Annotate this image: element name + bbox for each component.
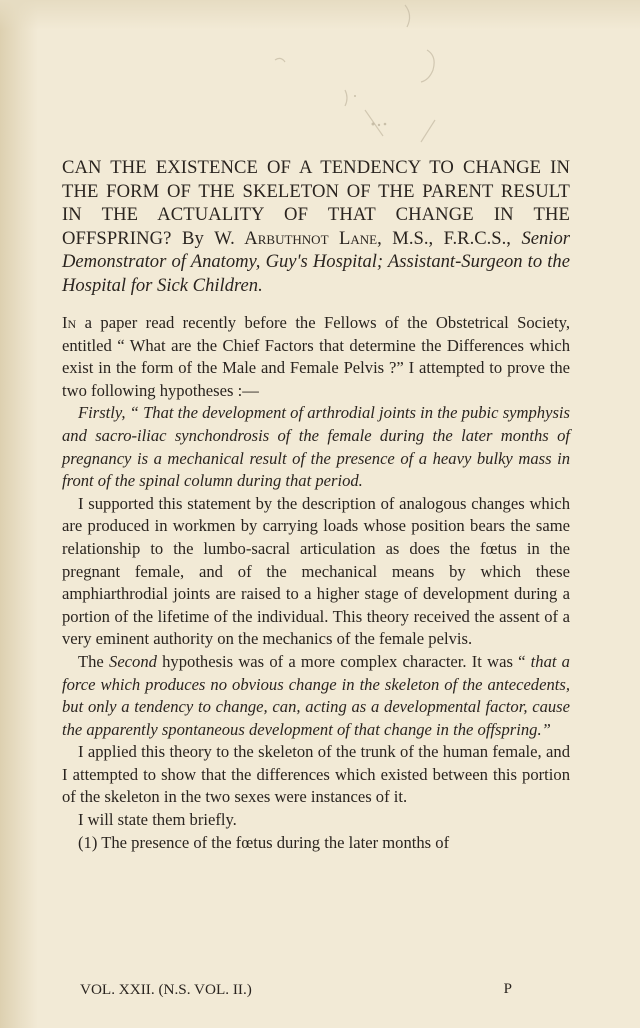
author-affiliation: Senior Demonstrator of Anatomy, Guy's Hospital; Assistant-Surgeon to the Hospital for Sick Children. [62, 227, 570, 296]
second-hypothesis-quote: that a force which produces no obvious change in the skeleton of the antecedents, but only a tendency to change, can, acting as a developmental factor, cause the apparently spontaneous development of that change in the offspring.” [62, 651, 570, 739]
article-title-block [62, 156, 570, 297]
author-name: W. Arbuthnot Lane, M.S., F.R.C.S., [214, 227, 511, 249]
drop-word: In [62, 313, 77, 332]
signature-mark: P [503, 981, 512, 997]
firstly-label: Firstly, [78, 403, 126, 423]
paragraph-support: I supported this statement by the description of analogous changes which are produced in workmen by carrying loads whose position bears the same relationship to the lumbo-sacral articulation as does the fœtus in the pregnant female, and of the mechanical means by which these amphiarthrodial joints are raised to a higher stage of development during a portion of the lifetime of the individual. This theory received the assent of a very eminent authority on the mechanics of the female pelvis. [62, 493, 570, 649]
paragraph-briefly: I will state them briefly. [78, 810, 237, 830]
article-body [62, 312, 570, 854]
second-label: Second [109, 651, 157, 671]
ink-offset-stain [255, 0, 465, 150]
second-mid: hypothesis was of a more complex character. It was “ [156, 651, 526, 671]
paragraph-intro [62, 312, 570, 402]
paragraph-first-hypothesis [62, 402, 570, 492]
article-title: CAN THE EXISTENCE OF A TENDENCY TO CHANGE IN THE FORM OF THE SKELETON OF THE PARENT RESULT IN THE ACTUALITY OF THAT CHANGE IN THE OFFSPRING? [62, 157, 570, 249]
first-hypothesis-quote: “ That the development of arthrodial joints in the pubic symphysis and sacro-iliac synchondrosis of the female during the later months of pregnancy is a mechanical result of the presence of a heavy bulky mass in front of the spinal column during that period. [62, 403, 570, 491]
page-footer [80, 981, 512, 999]
second-pre: The [78, 651, 104, 671]
paragraph-application: I applied this theory to the skeleton of the trunk of the human female, and I attempted to show that the differences which existed between this portion of the skeleton in the two sexes were instances of it. [62, 742, 570, 807]
paragraph-second-hypothesis [62, 651, 570, 741]
page-edge-shading [0, 0, 38, 1028]
paragraph-intro-text: a paper read recently before the Fellows of the Obstetrical Society, entitled “ What are the Chief Factors that determine the Differences which exist in the form of the Male and Female Pelvis ?” I attempted to prove the two following hypotheses :— [62, 313, 570, 400]
page-content [62, 156, 570, 854]
volume-line: VOL. XXII. (N.S. VOL. II.) [80, 981, 252, 998]
paragraph-item-one: (1) The presence of the fœtus during the later months of [78, 832, 450, 852]
byline-prefix: By [182, 227, 204, 249]
